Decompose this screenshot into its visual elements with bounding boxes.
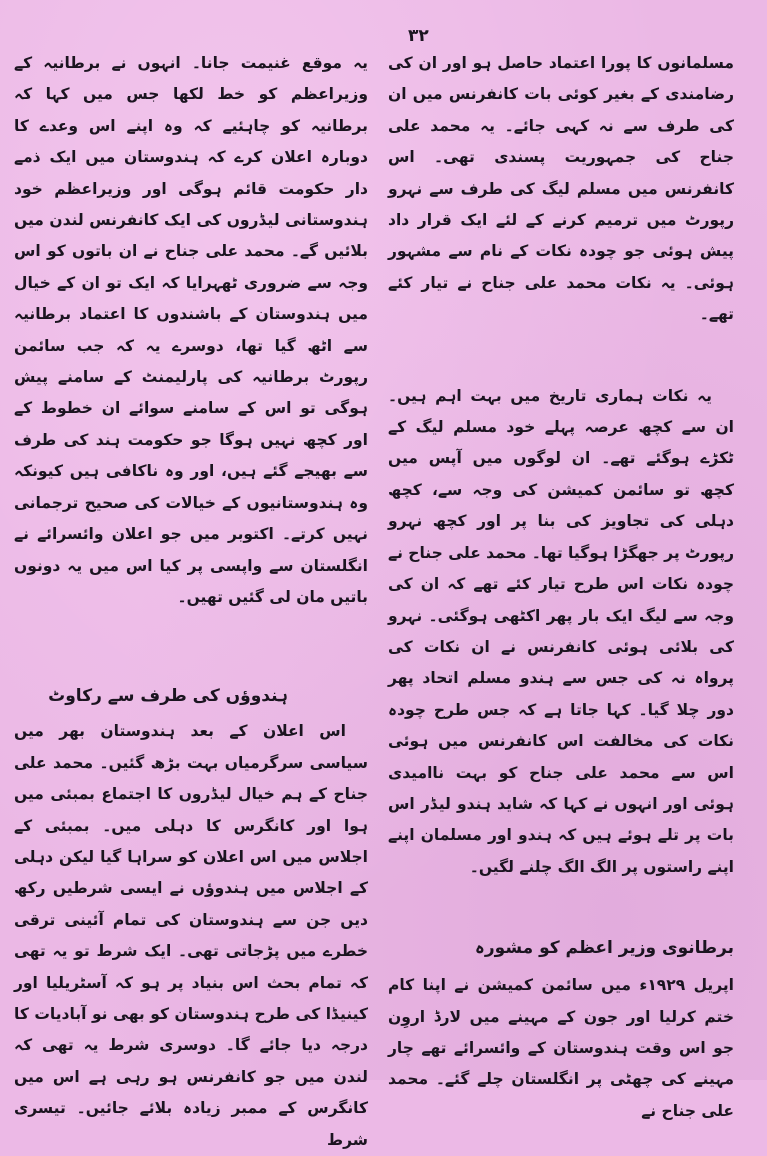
paragraph: اپریل ١٩٢٩ء میں سائمن کمیشن نے اپنا کام ختم کرلیا اور جون کے مہینے میں لارڈ اروِن جو اس وقت ہندوستان کے وائسرائے تھے چار مہینے کی چھٹی پر انگلستان چلے گئے۔ محمد علی جناح نے [388, 976, 734, 1120]
paragraph: مسلمانوں کا پورا اعتماد حاصل ہو اور ان کی رضامندی کے بغیر کوئی بات کانفرنس میں ان کی طرف سے نہ کہی جائے۔ یہ محمد علی جناح کی جمہوریت پسندی تھی۔ اس کانفرنس میں مسلم لیگ کی طرف سے نہرو رپورٹ میں ترمیم کرنے کے لئے ایک قرار داد پیش ہوئی جو چودہ نکات کے نام سے مشہور ہوئی۔ یہ نکات محمد علی جناح نے تیار کئے تھے۔ [388, 54, 734, 324]
left-column [14, 48, 368, 1156]
paragraph: یہ نکات ہماری تاریخ میں بہت اہم ہیں۔ ان سے کچھ عرصہ پہلے خود مسلم لیگ کے ٹکڑے ہوگئے تھے۔ ان لوگوں میں آپس میں کچھ تو سائمن کمیشن کی وجہ سے، کچھ دہلی کی تجاویز کی بنا پر اور کچھ نہرو رپورٹ پر جھگڑا ہوگیا تھا۔ محمد علی جناح نے چودہ نکات اس طرح تیار کئے تھے کہ ان کی وجہ سے لیگ ایک بار پھر اکٹھی ہوگئی۔ نہرو کی بلائی ہوئی کانفرنس نے ان نکات کی پرواہ نہ کی جس سے ہندو مسلم اتحاد پھر دور چلا گیا۔ کہا جاتا ہے کہ جس طرح چودہ نکات کی مخالفت اس کانفرنس میں ہوئی اس سے محمد علی جناح کو بہت ناامیدی ہوئی اور انہوں نے کہا کہ شاید ہندو لیڈر اس بات پر تلے ہوئے ہیں کہ ہندو اور مسلمان اپنے اپنے راستوں پر الگ الگ چلنے لگیں۔ [388, 386, 734, 876]
section-heading: ہندوؤں کی طرف سے رکاوٹ [48, 686, 288, 707]
section-heading: برطانوی وزیر اعظم کو مشورہ [474, 938, 734, 959]
paragraph: اس اعلان کے بعد ہندوستان بھر میں سیاسی سرگرمیاں بہت بڑھ گئیں۔ محمد علی جناح کے ہم خیال لیڈروں کا اجتماع بمبئی میں ہوا اور کانگرس کا دہلی میں۔ بمبئی کے اجلاس میں اس اعلان کو سراہا گیا لیکن دہلی کے اجلاس میں ہندوؤں نے ایسی شرطیں رکھ دیں جن سے ہندوستان کی تمام آئینی ترقی خطرے میں پڑجاتی تھی۔ ایک شرط تو یہ تھی کہ تمام بحث اس بنیاد پر ہو کہ آسٹریلیا اور کینیڈا کی طرح ہندوستان کو بھی نو آبادیات کا درجہ دیا جائے گا۔ دوسری شرط یہ تھی کہ لندن میں جو کانفرنس ہو رہی ہے اس میں کانگرس کے ممبر زیادہ بلائے جائیں۔ تیسری شرط [14, 722, 368, 1149]
right-column [388, 48, 734, 1127]
paragraph: یہ موقع غنیمت جانا۔ انہوں نے برطانیہ کے وزیراعظم کو خط لکھا جس میں کہا کہ برطانیہ کو چاہئیے کہ وہ اپنے اس وعدے کا دوبارہ اعلان کرے کہ ہندوستان میں ایک ذمے دار حکومت قائم ہوگی اور وزیراعظم خود ہندوستانی لیڈروں کی ایک کانفرنس لندن میں بلائیں گے۔ محمد علی جناح نے ان باتوں کو اس وجہ سے ضروری ٹھہرایا کہ ایک تو ان کے خیال میں ہندوستان کے باشندوں کا اعتماد برطانیہ سے اٹھ گیا تھا، دوسرے یہ کہ جب سائمن رپورٹ برطانیہ کی پارلیمنٹ کے سامنے پیش ہوگی تو اس کے سامنے سوائے ان خطوط کے اور کچھ نہیں ہوگا جو حکومت ہند کی طرف سے بھیجے گئے ہیں، اور وہ ناکافی ہیں کیونکہ وہ ہندوستانیوں کے خیالات کی صحیح ترجمانی نہیں کرتے۔ اکتوبر میں جو اعلان وائسرائے نے انگلستان سے واپسی پر کیا اس میں یہ دونوں باتیں مان لی گئیں تھیں۔ [14, 54, 368, 606]
page-number: ٣٢ [408, 26, 429, 46]
